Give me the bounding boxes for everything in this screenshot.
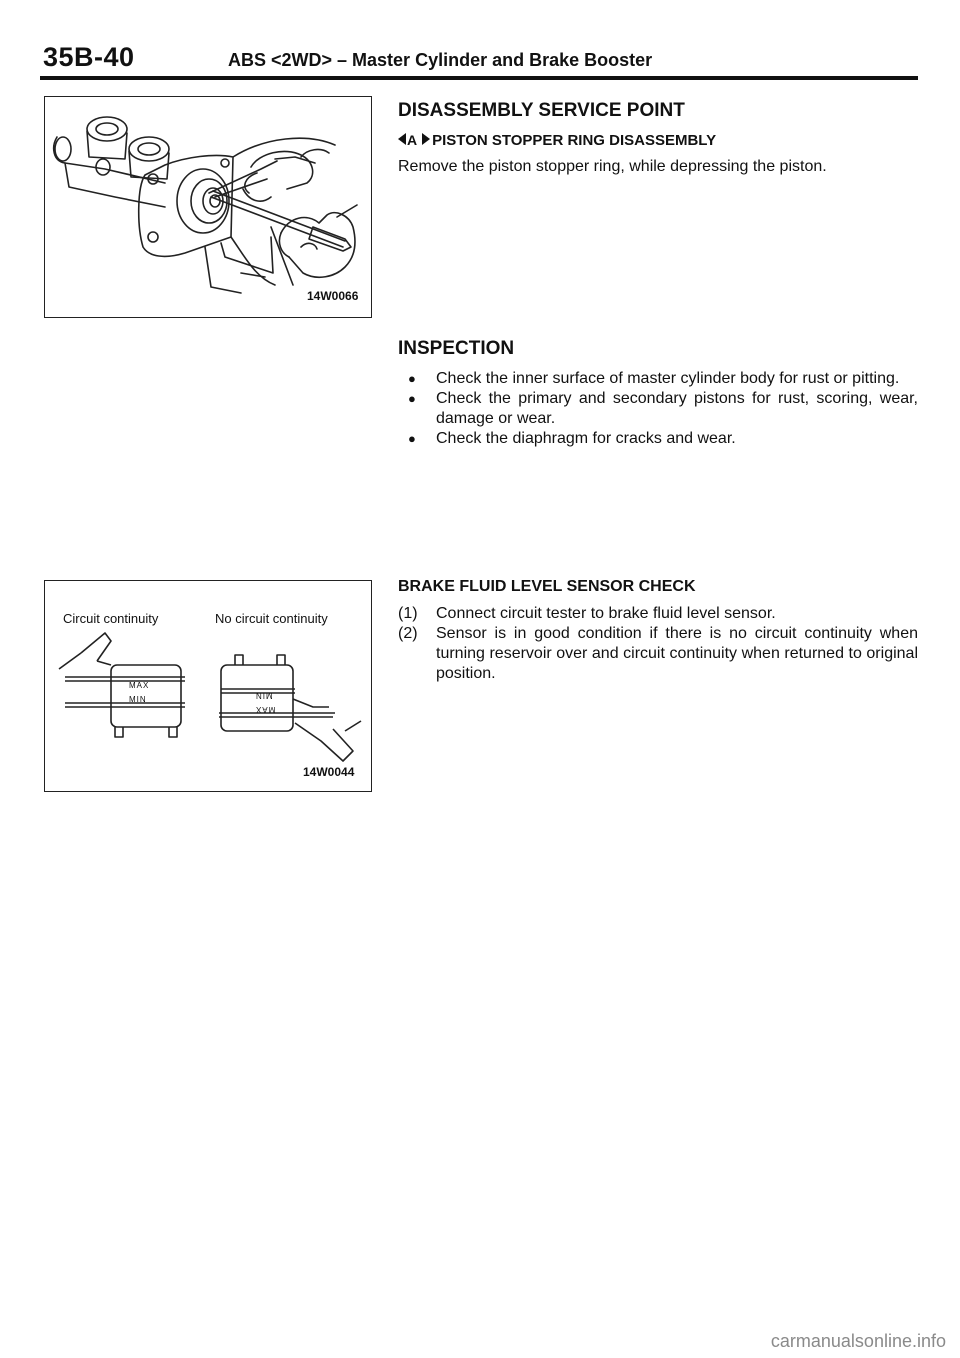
figure-code: 14W0066 xyxy=(307,289,359,303)
piston-stopper-subheading xyxy=(398,132,918,150)
left-min-mark: MIN xyxy=(129,695,147,704)
list-item: ● Check the inner surface of master cylinder body for rust or pitting. xyxy=(398,369,918,389)
page-number: 35B-40 xyxy=(43,42,135,72)
page-title: ABS <2WD> – Master Cylinder and Brake Booster xyxy=(228,50,653,70)
bullet-icon: ● xyxy=(408,371,416,386)
page-header xyxy=(40,42,918,78)
watermark: carmanualsonline.info xyxy=(770,1331,946,1351)
disassembly-section xyxy=(398,100,918,177)
step-item: (1) Connect circuit tester to brake fluid level sensor. xyxy=(398,605,776,622)
label-circuit-continuity: Circuit continuity xyxy=(63,611,159,626)
disassembly-heading: DISASSEMBLY SERVICE POINT xyxy=(398,100,685,121)
sensor-check-steps xyxy=(398,604,918,684)
bullet-icon: ● xyxy=(408,431,416,446)
subheading-text: PISTON STOPPER RING DISASSEMBLY xyxy=(432,132,717,149)
inspection-section xyxy=(398,338,918,449)
label-no-circuit-continuity: No circuit continuity xyxy=(215,611,328,626)
disassembly-body: Remove the piston stopper ring, while depressing the piston. xyxy=(398,158,827,175)
left-max-mark: MAX xyxy=(129,681,150,690)
bullet-icon: ● xyxy=(408,391,416,406)
list-item: ● Check the diaphragm for cracks and wear. xyxy=(398,429,918,449)
master-cylinder-illustration xyxy=(45,97,371,317)
right-max-mark: MAX xyxy=(255,705,276,714)
step-item: (2) Sensor is in good condition if there is no circuit continuity when turning reservoir over and circuit continuity when returned to original position. xyxy=(398,625,918,682)
figure-code: 14W0044 xyxy=(303,765,355,779)
header-rule xyxy=(40,76,918,80)
right-min-mark: MIN xyxy=(255,691,273,700)
inspection-list xyxy=(398,369,918,449)
figure-piston-stopper-ring xyxy=(44,96,372,318)
list-item: ● Check the primary and secondary pistons for rust, scoring, wear, damage or wear. xyxy=(398,389,918,429)
inspection-heading: INSPECTION xyxy=(398,338,515,359)
marker-letter: A xyxy=(407,132,418,148)
figure-fluid-level-sensor xyxy=(44,580,372,792)
sensor-check-heading: BRAKE FLUID LEVEL SENSOR CHECK xyxy=(398,578,696,595)
reservoir-illustration xyxy=(45,581,371,791)
sensor-check-section xyxy=(398,578,918,684)
